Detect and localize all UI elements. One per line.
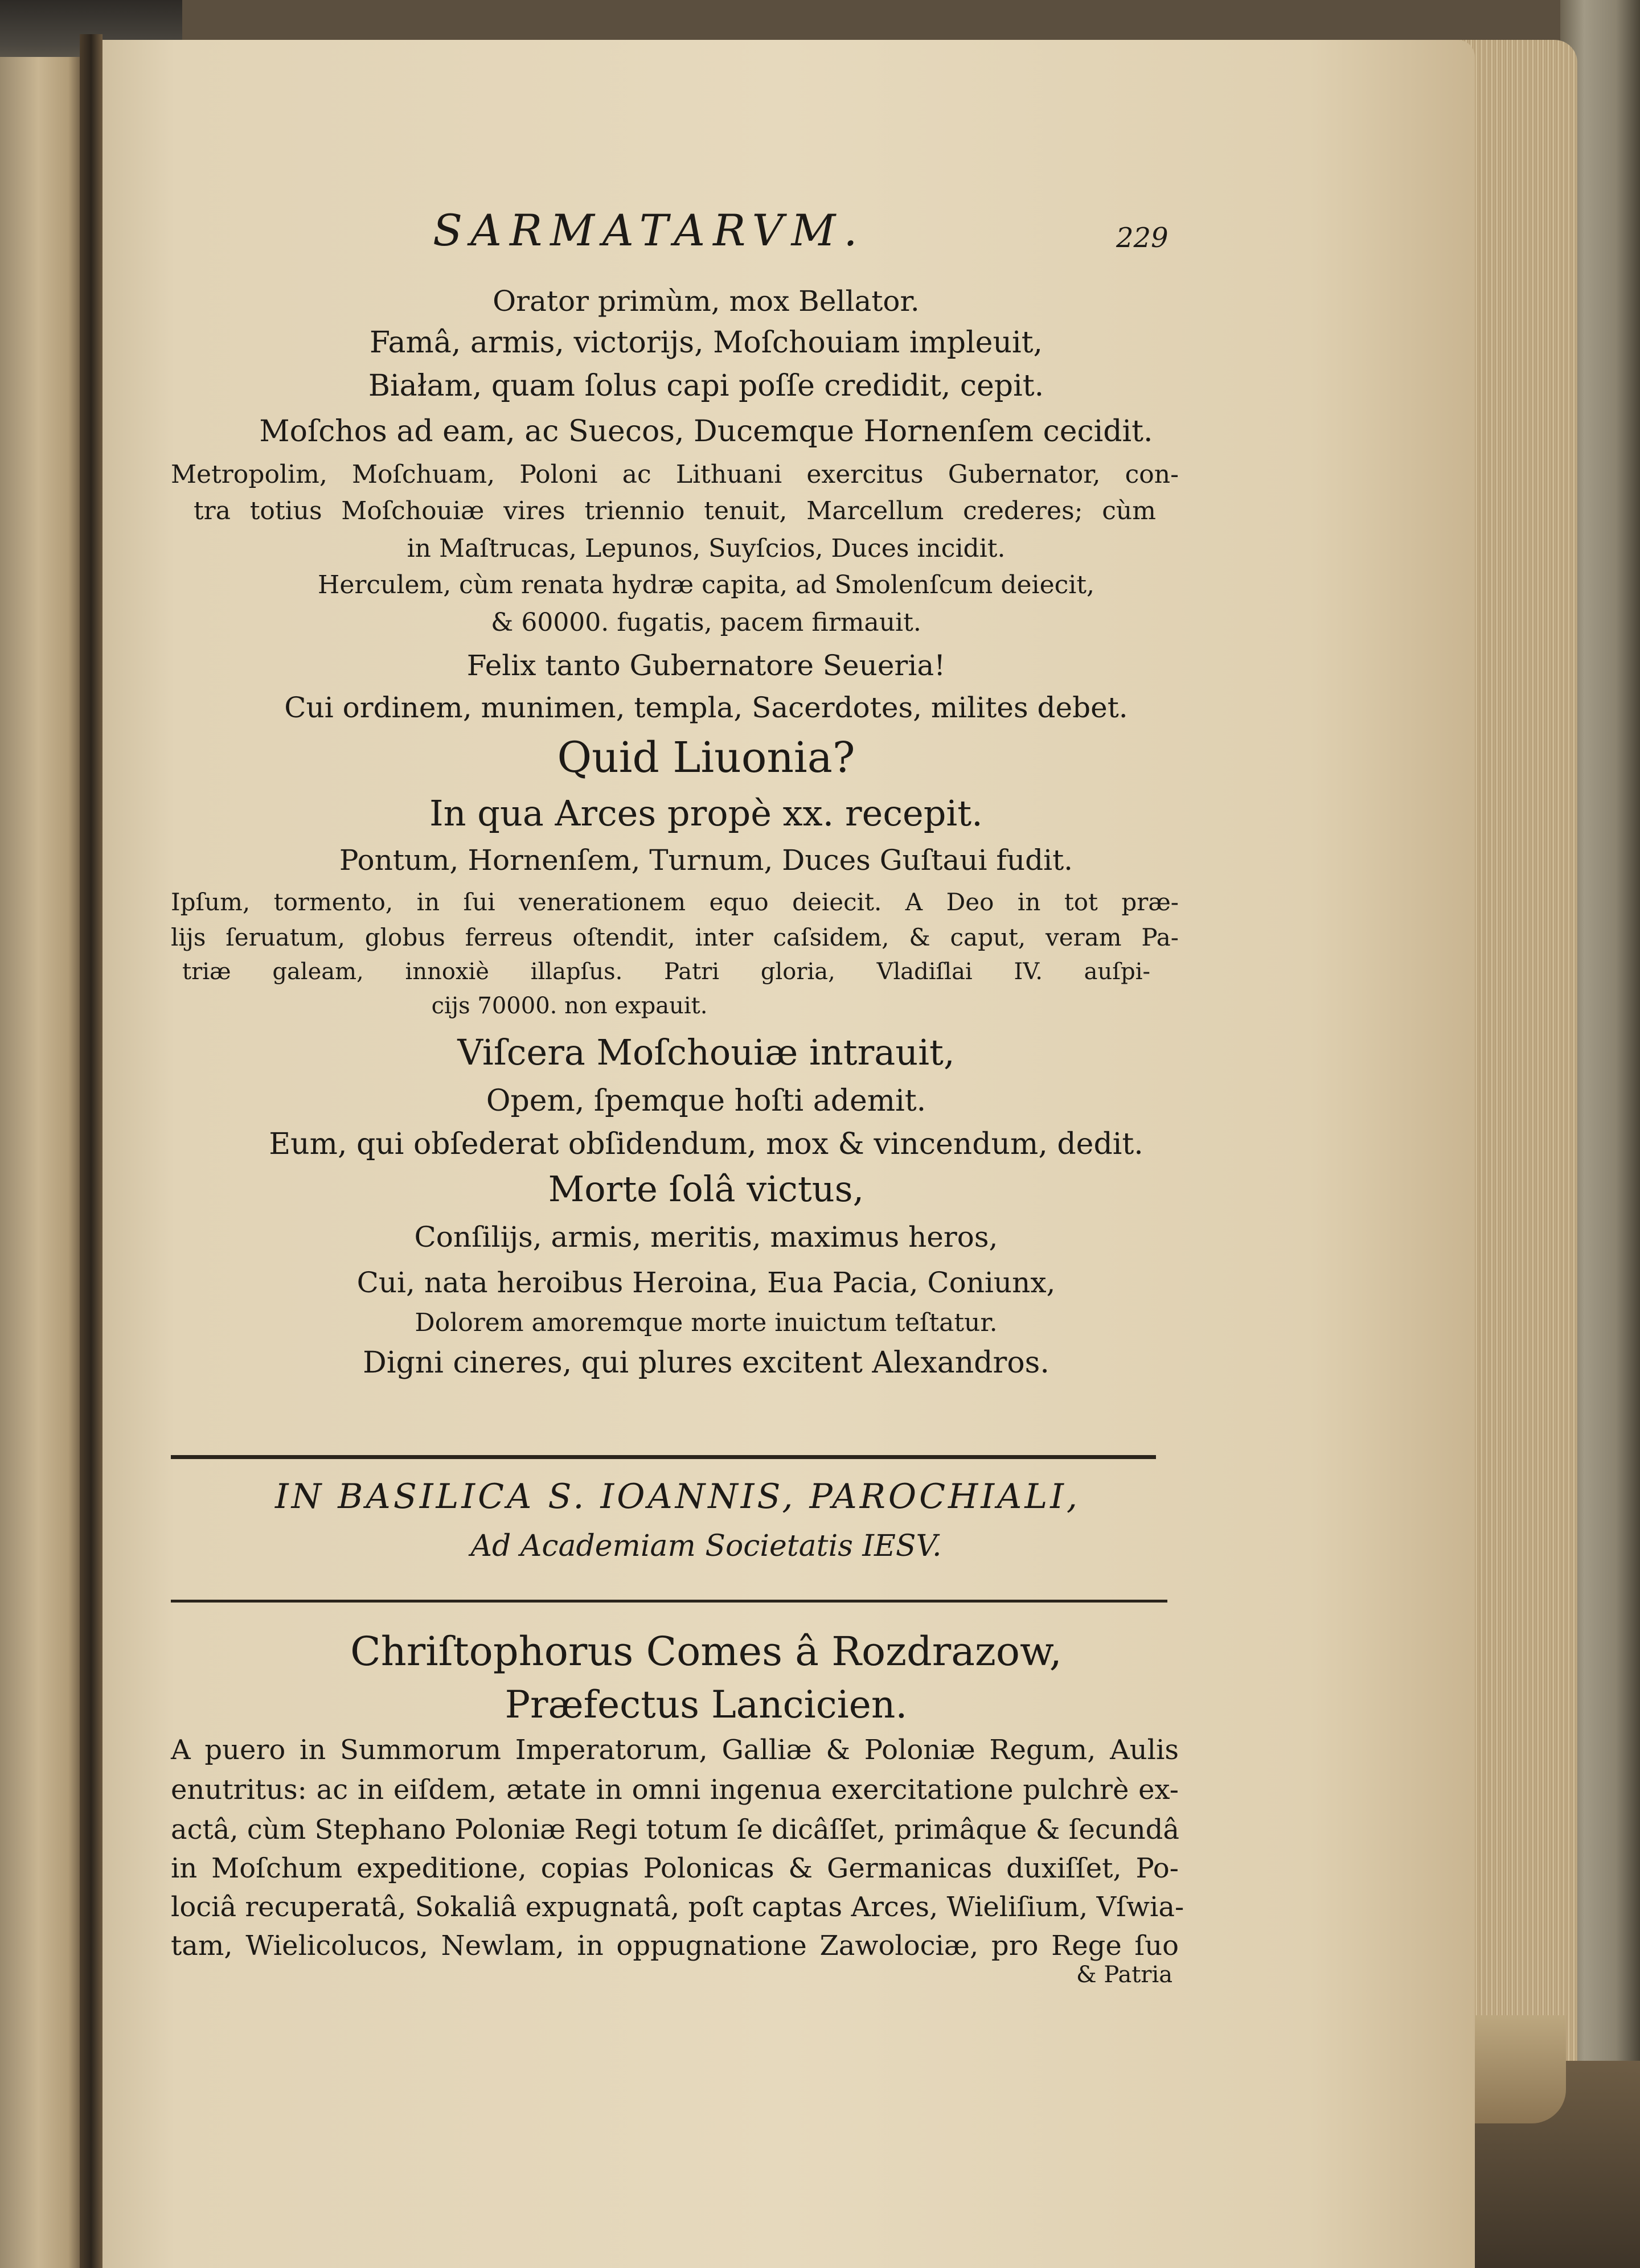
epitaph-line: Pontum, Hornenſem, Turnum, Duces Guſtaui fudit. <box>339 844 1073 877</box>
epitaph-line: Cui ordinem, munimen, templa, Sacerdotes, milites debet. <box>284 691 1128 724</box>
epitaph-line: triæ galeam, innoxiè illapſus. Patri gloria, Vladiſlai IV. auſpi- <box>182 959 1150 985</box>
catchword: & Patria <box>1076 1962 1173 1988</box>
left-facing-page <box>0 57 85 2268</box>
epitaph-line: in Maſtrucas, Lepunos, Suyſcios, Duces incidit. <box>407 534 1006 563</box>
page-number: 229 <box>1116 222 1168 254</box>
epitaph-line: lijs ſeruatum, globus ferreus oſtendit, inter caſsidem, & caput, veram Pa- <box>171 923 1179 951</box>
section-rule-bottom <box>171 1600 1167 1603</box>
entry-body-line: tam, Wielicolucos, Newlam, in oppugnatione Zawolociæ, pro Rege ſuo <box>171 1930 1179 1962</box>
entry-name: Chriſtophorus Comes â Rozdrazow, <box>350 1628 1062 1675</box>
epitaph-line: Metropolim, Moſchuam, Poloni ac Lithuani exercitus Gubernator, con- <box>171 460 1179 489</box>
epitaph-heading: Quid Liuonia? <box>557 733 855 782</box>
epitaph-line: In qua Arces propè xx. recepit. <box>429 792 983 834</box>
section-subheading: Ad Academiam Societatis IESV. <box>470 1529 942 1563</box>
section-rule-top <box>171 1455 1156 1459</box>
epitaph-line: Orator primùm, mox Bellator. <box>493 285 920 318</box>
running-head: SARMATARVM. <box>433 205 866 256</box>
entry-body-line: lociâ recuperatâ, Sokaliâ expugnatâ, poſt captas Arces, Wieliſium, Vſwia- <box>171 1891 1184 1923</box>
epitaph-line: Cui, nata heroibus Heroina, Eua Pacia, Coniunx, <box>356 1266 1056 1299</box>
epitaph-line: Białam, quam ſolus capi poſſe credidit, cepit. <box>368 369 1044 403</box>
epitaph-line: Moſchos ad eam, ac Suecos, Ducemque Hornenſem cecidit. <box>259 414 1153 449</box>
epitaph-line: Digni cineres, qui plures excitent Alexandros. <box>363 1346 1049 1380</box>
epitaph-line: & 60000. fugatis, pacem firmauit. <box>491 608 921 637</box>
epitaph-line: Conſilijs, armis, meritis, maximus heros, <box>414 1221 998 1254</box>
epitaph-line: Eum, qui obſederat obſidendum, mox & vincendum, dedit. <box>269 1127 1143 1161</box>
epitaph-line: Dolorem amoremque morte inuictum teſtatur. <box>415 1308 998 1337</box>
epitaph-line: tra totius Moſchouiæ vires triennio tenuit, Marcellum crederes; cùm <box>194 496 1156 525</box>
epitaph-line: Opem, ſpemque hoſti ademit. <box>486 1084 926 1118</box>
epitaph-line: Herculem, cùm renata hydræ capita, ad Smolenſcum deiecit, <box>317 570 1095 599</box>
epitaph-line: cijs 70000. non expauit. <box>431 993 708 1019</box>
epitaph-line: Morte ſolâ victus, <box>548 1168 864 1210</box>
entry-body-line: in Moſchum expeditione, copias Polonicas & Germanicas duxiſſet, Po- <box>171 1852 1179 1884</box>
entry-body-line: A puero in Summorum Imperatorum, Galliæ & Poloniæ Regum, Aulis <box>171 1734 1179 1766</box>
entry-body-line: enutritus: ac in eiſdem, ætate in omni ingenua exercitatione pulchrè ex- <box>171 1774 1179 1806</box>
gutter-shadow <box>80 34 102 2268</box>
entry-body-line: actâ, cùm Stephano Poloniæ Regi totum ſe dicâſſet, primâque & ſecundâ <box>171 1814 1180 1846</box>
epitaph-line: Felix tanto Gubernatore Seueria! <box>466 649 946 682</box>
section-heading: IN BASILICA S. IOANNIS, PAROCHIALI, <box>275 1477 1080 1517</box>
epitaph-line: Viſcera Moſchouiæ intrauit, <box>457 1032 955 1073</box>
entry-title: Præfectus Lancicien. <box>505 1683 908 1727</box>
epitaph-line: Famâ, armis, victorijs, Moſchouiam impleuit, <box>369 326 1043 360</box>
epitaph-line: Ipſum, tormento, in ſui venerationem equo deiecit. A Deo in tot præ- <box>171 888 1179 916</box>
